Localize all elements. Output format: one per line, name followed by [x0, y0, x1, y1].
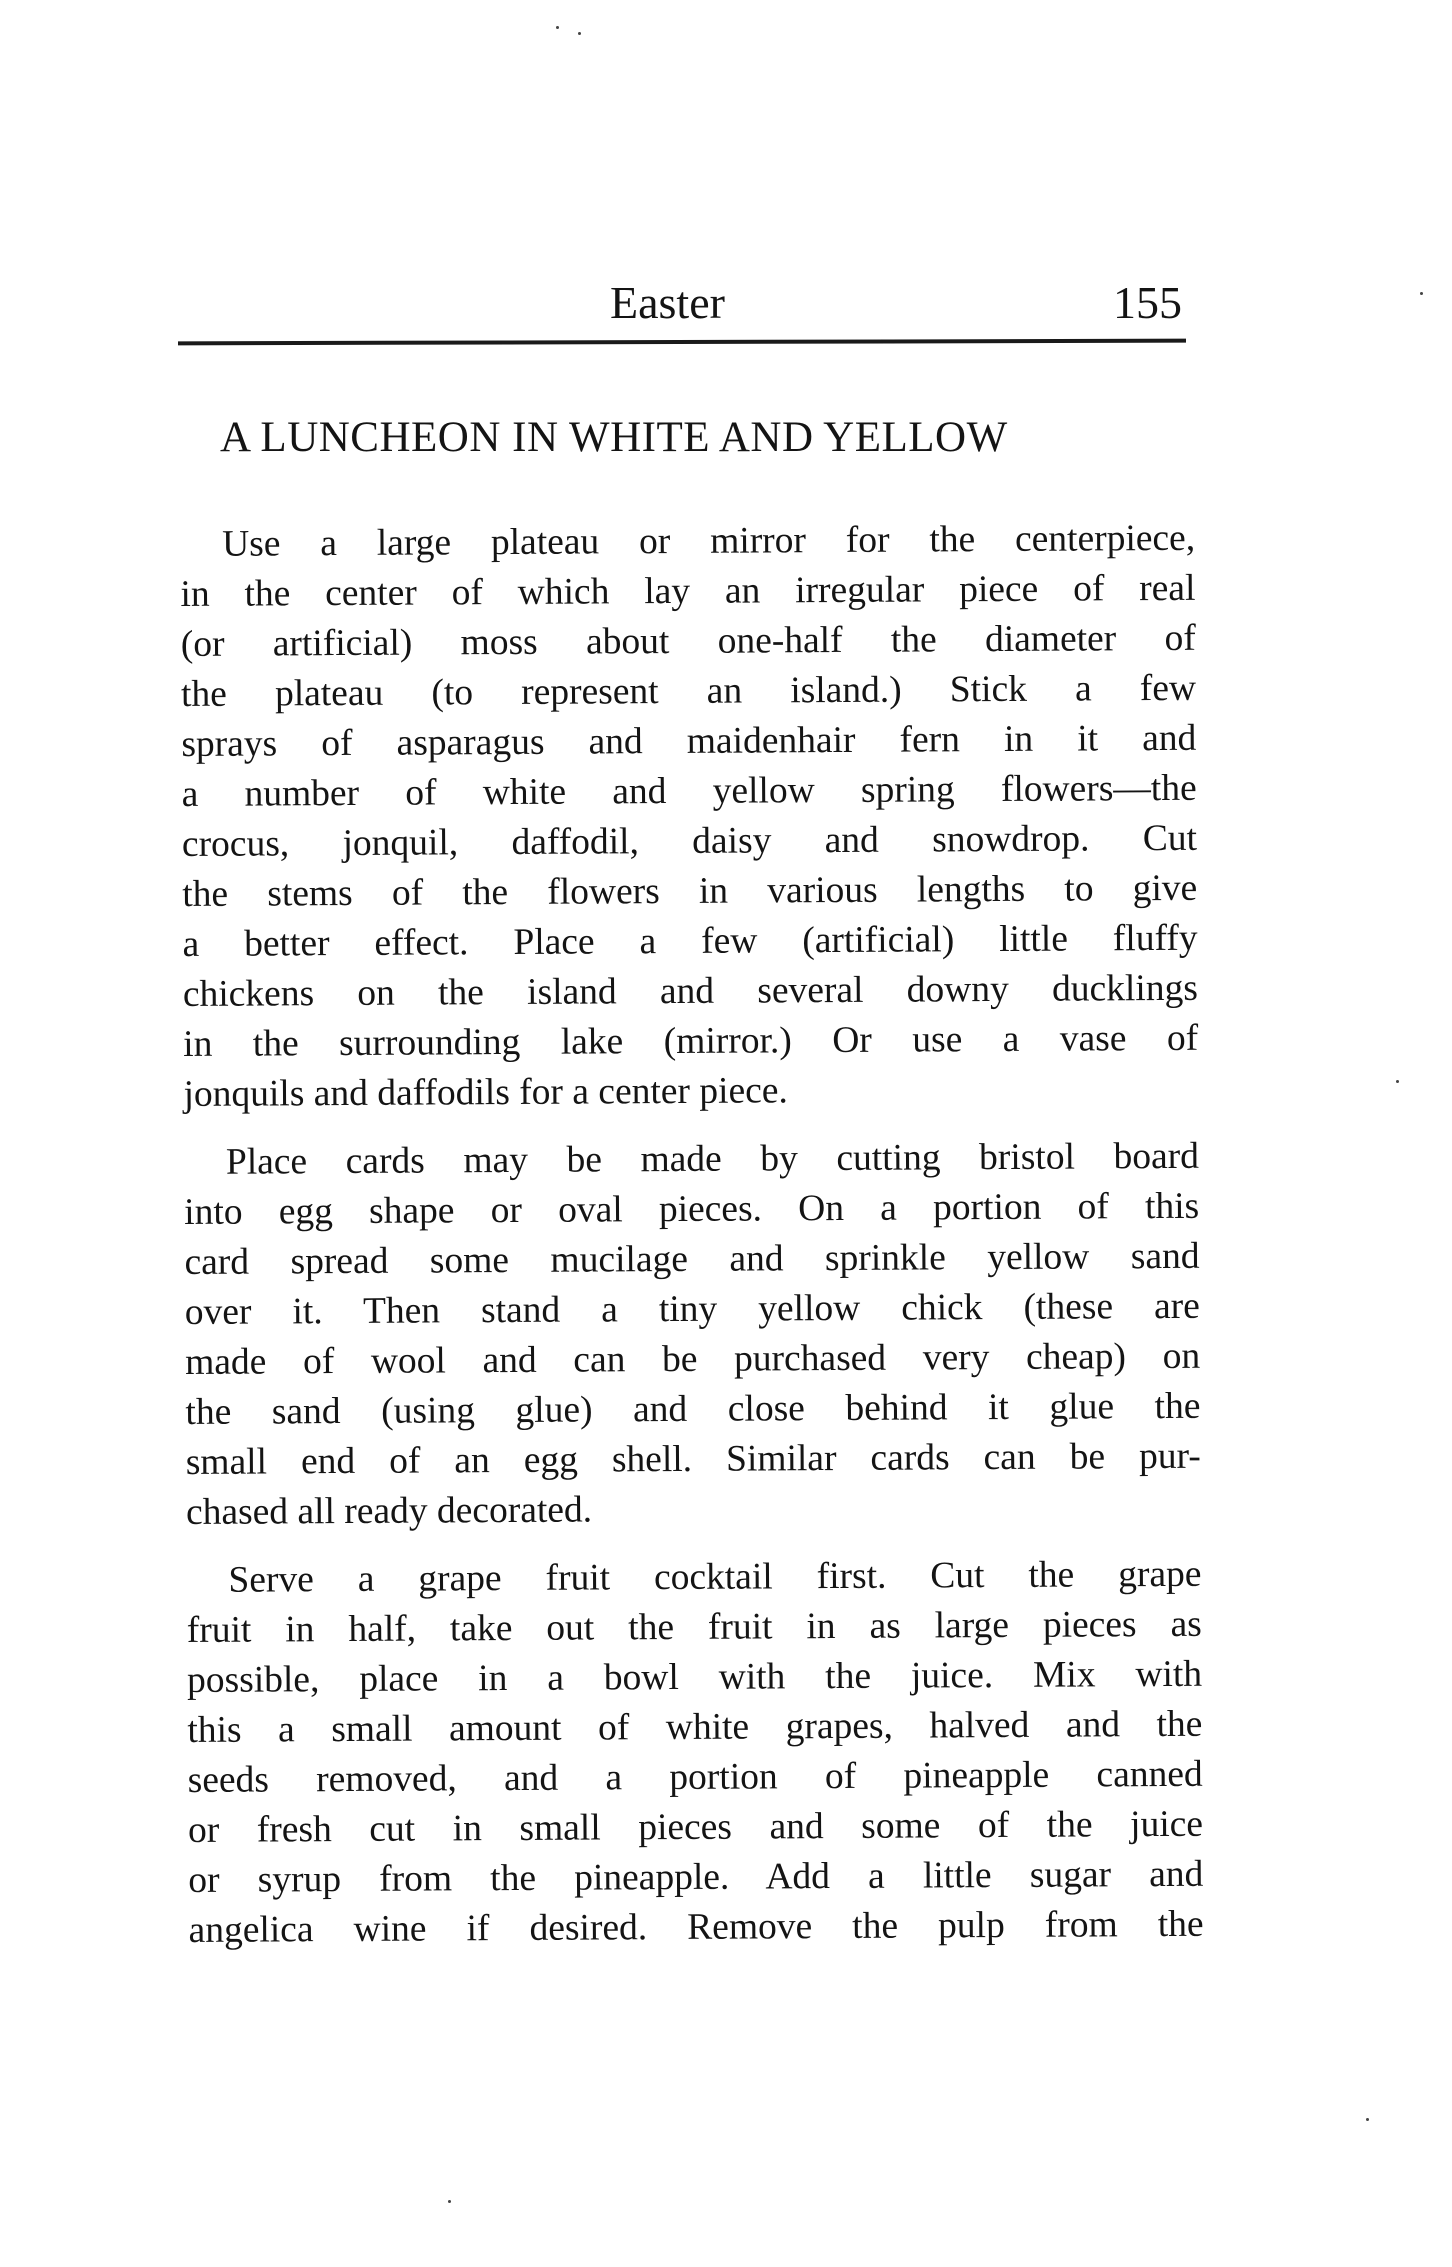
text-line: in the center of which lay an irregular piece of real: [180, 567, 1196, 615]
text-line: the plateau (to represent an island.) Stick a few: [180, 667, 1197, 715]
text-line: angelica wine if desired. Remove the pulp from the: [188, 1903, 1204, 1951]
body-text: [180, 514, 1204, 1974]
paragraph-place-cards: [184, 1132, 1201, 1538]
scan-speck: [556, 26, 559, 29]
text-line: small end of an egg shell. Similar cards can be pur-: [185, 1435, 1201, 1483]
text-line: a better effect. Place a few (artificial) little fluffy: [182, 917, 1198, 965]
text-line: Serve a grape fruit cocktail first. Cut the grape: [228, 1553, 1202, 1601]
text-line: into egg shape or oval pieces. On a portion of this: [184, 1185, 1200, 1233]
text-line: or fresh cut in small pieces and some of the juice: [187, 1803, 1204, 1851]
text-line: a number of white and yellow spring flowers—the: [181, 767, 1197, 815]
running-header: [178, 268, 1186, 338]
scan-speck: [578, 32, 581, 35]
text-line: (or artificial) moss about one-half the diameter of: [180, 617, 1196, 665]
text-line: over it. Then stand a tiny yellow chick (these are: [184, 1285, 1200, 1333]
text-line: Use a large plateau or mirror for the centerpiece,: [222, 517, 1196, 565]
text-line: sprays of asparagus and maidenhair fern in it and: [181, 717, 1197, 765]
text-line: card spread some mucilage and sprinkle yellow sand: [184, 1235, 1200, 1283]
text-line: or syrup from the pineapple. Add a little sugar and: [188, 1853, 1204, 1901]
paragraph-grape-fruit-cocktail: [186, 1550, 1203, 1956]
paragraph-centerpiece: [180, 514, 1199, 1120]
scan-speck: [1396, 1080, 1399, 1083]
header-rule: [178, 339, 1186, 346]
text-line: the stems of the flowers in various lengths to give: [182, 867, 1198, 915]
scan-speck: [1366, 2118, 1369, 2121]
text-line: crocus, jonquil, daffodil, daisy and snowdrop. Cut: [181, 817, 1198, 865]
page-number: 155: [1113, 277, 1182, 328]
text-line: fruit in half, take out the fruit in as large pieces as: [186, 1603, 1202, 1651]
text-line: made of wool and can be purchased very cheap) on: [185, 1335, 1201, 1383]
text-line: seeds removed, and a portion of pineapple canned: [187, 1753, 1203, 1801]
section-title: A LUNCHEON IN WHITE AND YELLOW: [220, 414, 1008, 461]
text-line: chased all ready decorated.: [185, 1489, 593, 1533]
text-line: the sand (using glue) and close behind it glue the: [185, 1385, 1201, 1433]
text-line: this a small amount of white grapes, halved and the: [187, 1703, 1203, 1751]
text-line: chickens on the island and several downy ducklings: [182, 967, 1199, 1015]
text-line: possible, place in a bowl with the juice. Mix with: [186, 1653, 1203, 1701]
text-line: in the surrounding lake (mirror.) Or use a vase of: [183, 1017, 1199, 1065]
text-line: jonquils and daffodils for a center piece.: [183, 1070, 788, 1115]
running-header-title: Easter: [610, 277, 725, 328]
scan-speck: [1420, 292, 1423, 295]
scan-speck: [448, 2200, 451, 2203]
text-line: Place cards may be made by cutting bristol board: [225, 1135, 1200, 1183]
